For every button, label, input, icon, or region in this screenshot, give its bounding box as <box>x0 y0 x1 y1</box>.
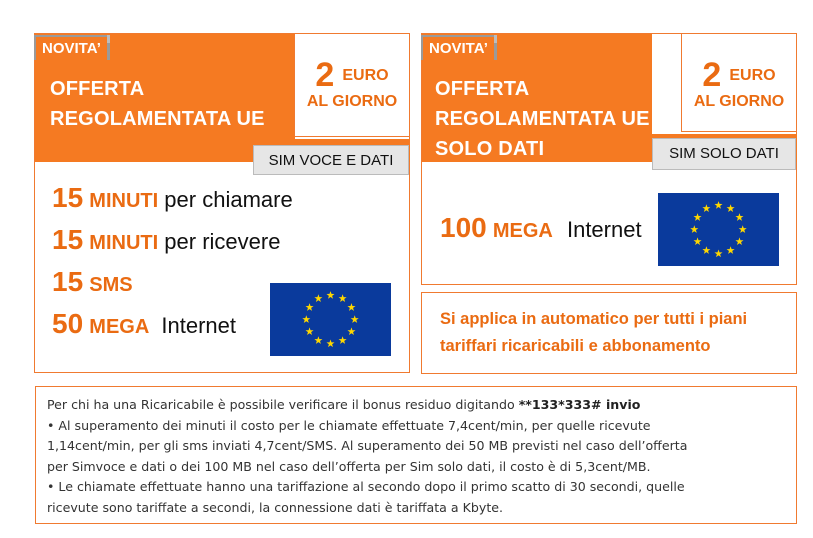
eu-star-icon <box>326 291 334 299</box>
right-price-period: AL GIORNO <box>693 93 785 110</box>
eu-star-icon <box>727 204 735 212</box>
eu-star-icon <box>314 294 322 302</box>
eu-star-icon <box>714 249 722 257</box>
right-sim-type-tag: SIM SOLO DATI <box>652 138 796 170</box>
notes-line: • Le chiamate effettuate hanno una tariffazione al secondo dopo il primo scatto di 30 secondi, quelle <box>47 479 685 494</box>
terms-notes-box <box>35 386 797 524</box>
applies-note-line: tariffari ricaricabili e abbonamento <box>440 337 711 355</box>
eu-star-icon <box>727 246 735 254</box>
eu-star-icon <box>347 303 355 311</box>
feature-number: 15 <box>52 224 84 255</box>
right-price-amount: 2 <box>702 56 722 94</box>
feature-text: per chiamare <box>164 187 293 212</box>
notes-text: Per chi ha una Ricaricabile è possibile verificare il bonus residuo digitando <box>47 397 519 412</box>
right-offer-title-line: REGOLAMENTATA UE <box>435 108 650 130</box>
notes-line: • Al superamento dei minuti il costo per le chiamate effettuate 7,4cent/min, per quelle ricevute <box>47 417 651 433</box>
eu-flag-icon <box>658 193 779 266</box>
right-feature-row <box>440 212 642 244</box>
right-offer-title-line: SOLO DATI <box>435 138 545 160</box>
feature-unit: SMS <box>89 274 133 296</box>
feature-unit: MINUTI <box>89 232 159 254</box>
eu-star-icon <box>739 225 747 233</box>
feature-number: 15 <box>52 266 84 297</box>
notes-line <box>47 395 786 416</box>
eu-star-icon <box>339 294 347 302</box>
feature-text: per ricevere <box>164 229 281 254</box>
left-feature-row <box>52 182 293 214</box>
eu-star-icon <box>306 303 314 311</box>
eu-star-icon <box>306 327 314 335</box>
feature-number: 15 <box>52 182 84 213</box>
notes-line: ricevute sono tariffate a secondi, la connessione dati è tariffata a Kbyte. <box>47 499 504 515</box>
feature-text: Internet <box>161 313 237 338</box>
feature-unit: MEGA <box>492 220 553 242</box>
eu-star-icon <box>314 336 322 344</box>
eu-star-icon <box>735 237 743 245</box>
eu-star-icon <box>694 213 702 221</box>
left-price-box <box>294 33 410 137</box>
left-price-period: AL GIORNO <box>306 93 398 110</box>
left-offer-title-line: OFFERTA <box>50 78 145 100</box>
eu-star-icon <box>702 246 710 254</box>
feature-number: 50 <box>52 308 84 339</box>
right-new-badge: NOVITA’ <box>421 35 497 60</box>
applies-note-line: Si applica in automatico per tutti i piani <box>440 310 748 328</box>
left-price-amount: 2 <box>315 56 335 94</box>
left-feature-row <box>52 224 280 256</box>
right-offer-title <box>435 74 650 164</box>
left-sim-type-tag: SIM VOCE E DATI <box>253 145 409 175</box>
eu-star-icon <box>339 336 347 344</box>
right-price-box <box>681 33 797 132</box>
notes-line: per Simvoce e dati o dei 100 MB nel caso dell’offerta per Sim solo dati, il costo è di 5,3cent/MB. <box>47 458 651 474</box>
eu-star-icon <box>714 201 722 209</box>
eu-star-icon <box>351 315 359 323</box>
left-feature-row <box>52 308 236 340</box>
right-offer-title-line: OFFERTA <box>435 78 530 100</box>
eu-star-icon <box>690 225 698 233</box>
eu-star-icon <box>694 237 702 245</box>
feature-unit: MEGA <box>89 316 150 338</box>
applies-note-text <box>440 306 747 360</box>
left-new-badge: NOVITA’ <box>34 35 110 60</box>
right-price-unit: EURO <box>729 66 776 84</box>
left-feature-row <box>52 266 133 298</box>
notes-code: **133*333# invio <box>518 397 641 412</box>
eu-star-icon <box>347 327 355 335</box>
notes-line: 1,14cent/min, per gli sms inviati 4,7cent/SMS. Al superamento dei 50 MB previsti nel caso dell’offerta <box>47 438 688 453</box>
feature-number: 100 <box>440 212 487 243</box>
eu-star-icon <box>735 213 743 221</box>
eu-flag-icon <box>270 283 391 356</box>
left-offer-title-line: REGOLAMENTATA UE <box>50 108 265 130</box>
eu-star-icon <box>702 204 710 212</box>
left-price-unit: EURO <box>342 66 389 84</box>
feature-unit: MINUTI <box>89 190 159 212</box>
eu-star-icon <box>326 339 334 347</box>
feature-text: Internet <box>566 217 642 242</box>
left-offer-title <box>50 74 265 134</box>
eu-star-icon <box>302 315 310 323</box>
